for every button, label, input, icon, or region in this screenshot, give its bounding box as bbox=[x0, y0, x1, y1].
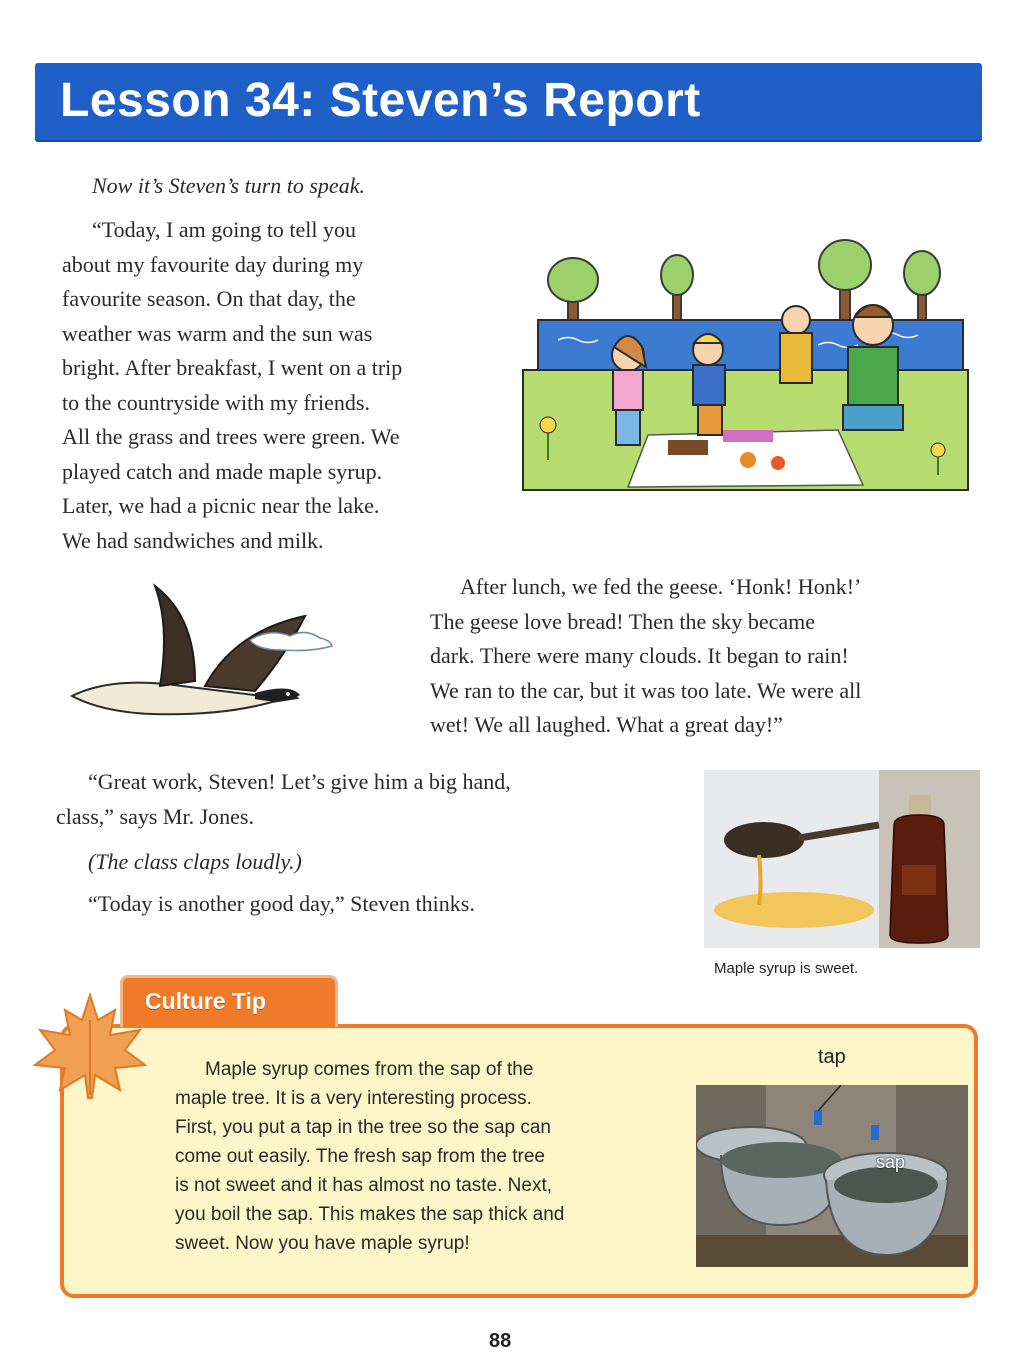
sap-buckets-photo bbox=[696, 1085, 968, 1267]
sap-label: sap bbox=[876, 1152, 906, 1172]
text-line: “Great work, Steven! Let’s give him a big hand, bbox=[88, 769, 511, 794]
text-line: We ran to the car, but it was too late. We were all bbox=[430, 677, 862, 703]
text-line: about my favourite day during my bbox=[62, 251, 364, 277]
text-line: sweet. Now you have maple syrup! bbox=[175, 1233, 470, 1254]
syrup-caption: Maple syrup is sweet. bbox=[714, 960, 859, 977]
maple-syrup-photo bbox=[704, 770, 980, 948]
text-line: come out easily. The fresh sap from the tree bbox=[175, 1146, 545, 1167]
text-line: Maple syrup comes from the sap of the bbox=[205, 1059, 534, 1080]
intro-line: Now it’s Steven’s turn to speak. bbox=[92, 173, 365, 198]
text-line: First, you put a tap in the tree so the sap can bbox=[175, 1117, 551, 1138]
culture-tip-tab bbox=[120, 975, 338, 1027]
text-line: We had sandwiches and milk. bbox=[62, 527, 324, 553]
story-paragraph-1 bbox=[62, 213, 522, 558]
picnic-illustration bbox=[518, 235, 970, 495]
story-paragraph-3 bbox=[56, 765, 696, 834]
lesson-title: Lesson 34: Steven’s Report bbox=[60, 74, 701, 127]
story-paragraph-2 bbox=[430, 570, 990, 743]
text-line: The geese love bread! Then the sky became bbox=[430, 608, 816, 634]
text-line: played catch and made maple syrup. bbox=[62, 458, 383, 484]
tap-label: tap bbox=[818, 1046, 846, 1068]
text-line: to the countryside with my friends. bbox=[62, 389, 370, 415]
text-line: favourite season. On that day, the bbox=[62, 286, 356, 311]
lesson-title-bar bbox=[35, 63, 982, 140]
text-line: All the grass and trees were green. We bbox=[62, 424, 400, 449]
stage-direction: (The class claps loudly.) bbox=[88, 849, 302, 874]
text-line: After lunch, we fed the geese. ‘Honk! Honk!’ bbox=[460, 574, 862, 599]
goose-illustration bbox=[60, 578, 360, 718]
text-line: dark. There were many clouds. It began to rain! bbox=[430, 643, 849, 668]
text-line: wet! We all laughed. What a great day!” bbox=[430, 712, 783, 737]
text-line: you boil the sap. This makes the sap thick and bbox=[175, 1204, 565, 1225]
text-line: maple tree. It is a very interesting process. bbox=[175, 1088, 532, 1109]
culture-tip-heading: Culture Tip bbox=[145, 988, 266, 1014]
page-number: 88 bbox=[489, 1330, 512, 1352]
culture-tip-text bbox=[175, 1055, 675, 1258]
text-line: is not sweet and it has almost no taste. Next, bbox=[175, 1175, 553, 1196]
text-line: “Today, I am going to tell you bbox=[92, 217, 357, 242]
text-line: Later, we had a picnic near the lake. bbox=[62, 493, 380, 518]
maple-leaf-icon bbox=[30, 990, 150, 1100]
text-line: bright. After breakfast, I went on a trip bbox=[62, 355, 403, 380]
text-line: weather was warm and the sun was bbox=[62, 320, 373, 346]
text-line: class,” says Mr. Jones. bbox=[56, 803, 254, 829]
closing-line: “Today is another good day,” Steven thinks. bbox=[88, 891, 475, 916]
